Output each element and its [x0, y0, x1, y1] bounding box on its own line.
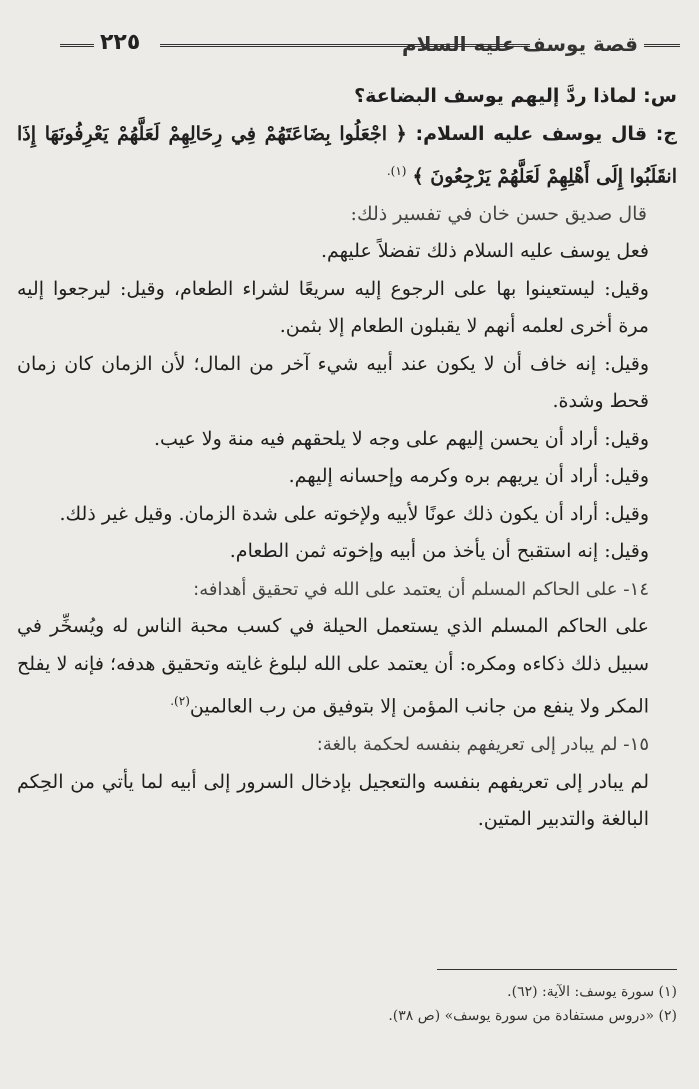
- paragraph: وقيل: ليستعينوا بها على الرجوع إليه سريعًا لشراء الطعام، وقيل: ليرجعوا إليه مرة أخرى لعلمه أنهم لا يقبلون الطعام إلا بثمن.: [17, 277, 649, 338]
- quran-verse: ﴿ اجْعَلُوا بِضَاعَتَهُمْ فِي رِحَالِهِمْ لَعَلَّهُمْ يَعْرِفُونَهَا إِذَا انقَلَبُوا إِلَى أَهْلِهِمْ لَعَلَّهُمْ يَرْجِعُونَ ﴾: [17, 122, 677, 188]
- footnote-ref-1: (١).: [386, 164, 407, 178]
- answer-paragraph: [17, 116, 677, 196]
- footnotes: [177, 980, 677, 1028]
- tafsir-intro: قال صديق حسن خان في تفسير ذلك:: [350, 202, 647, 225]
- paragraph: فعل يوسف عليه السلام ذلك تفضلاً عليهم.: [320, 240, 649, 263]
- paragraph: وقيل: أراد أن يكون ذلك عونًا لأبيه ولإخوته على شدة الزمان. وقيل غير ذلك.: [59, 502, 649, 525]
- footnote-2: (٢) «دروس مستفادة من سورة يوسف» (ص ٣٨).: [388, 1008, 677, 1024]
- answer-intro: ج: قال يوسف عليه السلام:: [406, 122, 677, 145]
- header-rule-right: [644, 44, 680, 51]
- section-heading-14: ١٤- على الحاكم المسلم أن يعتمد على الله في تحقيق أهدافه:: [193, 578, 649, 600]
- section-heading-15: ١٥- لم يبادر إلى تعريفهم بنفسه لحكمة بالغة:: [316, 734, 649, 756]
- footnote-ref-2: (٢).: [170, 694, 190, 709]
- header-rule-left: [60, 44, 94, 51]
- paragraph: لم يبادر إلى تعريفهم بنفسه والتعجيل بإدخال السرور إلى أبيه لما يأتي من الحِكم البالغة والتدبير المتين.: [17, 770, 649, 831]
- footnote-1: (١) سورة يوسف: الآية: (٦٢).: [507, 984, 677, 1000]
- page-number: ٢٢٥: [100, 30, 141, 55]
- paragraph: وقيل: إنه استقبح أن يأخذ من أبيه وإخوته ثمن الطعام.: [229, 540, 649, 563]
- footnote-divider: [437, 969, 677, 970]
- page-body: [17, 78, 677, 839]
- question: س: لماذا ردَّ إليهم يوسف البضاعة؟: [354, 85, 677, 107]
- paragraph: [17, 608, 677, 726]
- paragraph-text: على الحاكم المسلم الذي يستعمل الحيلة في كسب محبة الناس له ويُسخِّر في سبيل ذلك ذكاءه ومكره: أن يعتمد على الله لبلوغ غايته وتحقيق هدفه؛ فإنه لا يفلح المكر ولا ينفع من جانب المؤمن إلا بتوفيق من رب العالمين: [17, 615, 649, 718]
- paragraph: وقيل: أراد أن يريهم بره وكرمه وإحسانه إليهم.: [288, 465, 649, 488]
- paragraph: وقيل: أراد أن يحسن إليهم على وجه لا يلحقهم فيه منة ولا عيب.: [154, 427, 649, 450]
- paragraph: وقيل: إنه خاف أن لا يكون عند أبيه شيء آخر من المال؛ لأن الزمان كان زمان قحط وشدة.: [17, 352, 649, 413]
- running-title: قصة يوسف عليه السلام: [401, 32, 638, 56]
- page-header: [60, 30, 680, 62]
